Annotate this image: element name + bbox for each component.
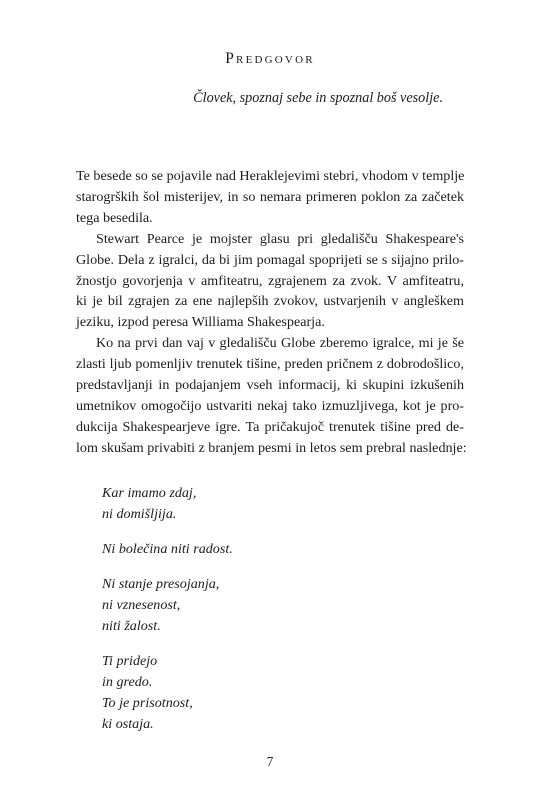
poem-line: ni vznesenost, — [102, 597, 181, 613]
paragraph-3 — [76, 333, 467, 458]
text-line: umetnikov omogočijo ustvariti nekaj tako izmuzljivega, kot je pro- — [76, 397, 464, 414]
text-line: zlasti ljub pomenljiv trenutek tišine, preden pričnem z dobrodošlico, — [76, 356, 464, 373]
text-line: Stewart Pearce je mojster glasu pri gledališču Shakespeare's — [96, 230, 464, 247]
chapter-title: Predgovor — [225, 50, 315, 67]
text-line: starogrških šol misterijev, in so nemara primeren poklon za začetek — [76, 188, 464, 205]
poem-line: Ti pridejo — [102, 653, 158, 669]
text-line: lom skušam privabiti z branjem pesmi in letos sem prebral naslednje: — [76, 439, 467, 456]
text-line: Globe. Dela z igralci, da bi jim pomagal spoprijeti se s sijajno prilo- — [76, 251, 464, 268]
poem-line: niti žalost. — [102, 618, 161, 634]
text-line: tega besedila. — [76, 209, 153, 226]
text-line: dukcija Shakespearjeve igre. Ta pričakujoč trenutek tišine pred de- — [76, 418, 464, 435]
text-line: Te besede so se pojavile nad Heraklejevimi stebri, vhodom v templje — [76, 168, 465, 184]
poem-line: To je prisotnost, — [102, 695, 193, 711]
poem-line: ki ostaja. — [102, 716, 154, 732]
poem-line: Kar imamo zdaj, — [102, 485, 197, 501]
paragraph-2 — [76, 229, 464, 334]
poem-line: in gredo. — [102, 674, 153, 690]
paragraph-1 — [76, 166, 464, 229]
poem-line: ni domišljija. — [102, 506, 177, 522]
epigraph: Človek, spoznaj sebe in spoznal boš vesolje. — [193, 90, 443, 106]
text-line: žnostjo govorjenja v amfiteatru, zgrajenem za zvok. V amfiteatru, — [76, 272, 464, 289]
poem-line: Ni bolečina niti radost. — [102, 541, 233, 557]
text-line: jeziku, izpod peresa Williama Shakespearja. — [76, 314, 325, 331]
poem — [102, 483, 233, 749]
poem-stanza — [102, 574, 233, 637]
poem-stanza — [102, 483, 233, 525]
page-number: 7 — [266, 754, 274, 769]
body-text — [76, 166, 467, 459]
poem-stanza — [102, 651, 233, 735]
text-line: ki je bil zgrajen za ene najlepših zvokov, ustvarjenih v angleškem — [76, 293, 464, 310]
text-line: predstavljanji in podajanjem vseh informacij, ki skupini izkušenih — [76, 377, 464, 394]
poem-stanza — [102, 539, 233, 560]
text-line: Ko na prvi dan vaj v gledališču Globe zberemo igralce, mi je še — [96, 335, 464, 352]
poem-line: Ni stanje presojanja, — [102, 576, 220, 592]
